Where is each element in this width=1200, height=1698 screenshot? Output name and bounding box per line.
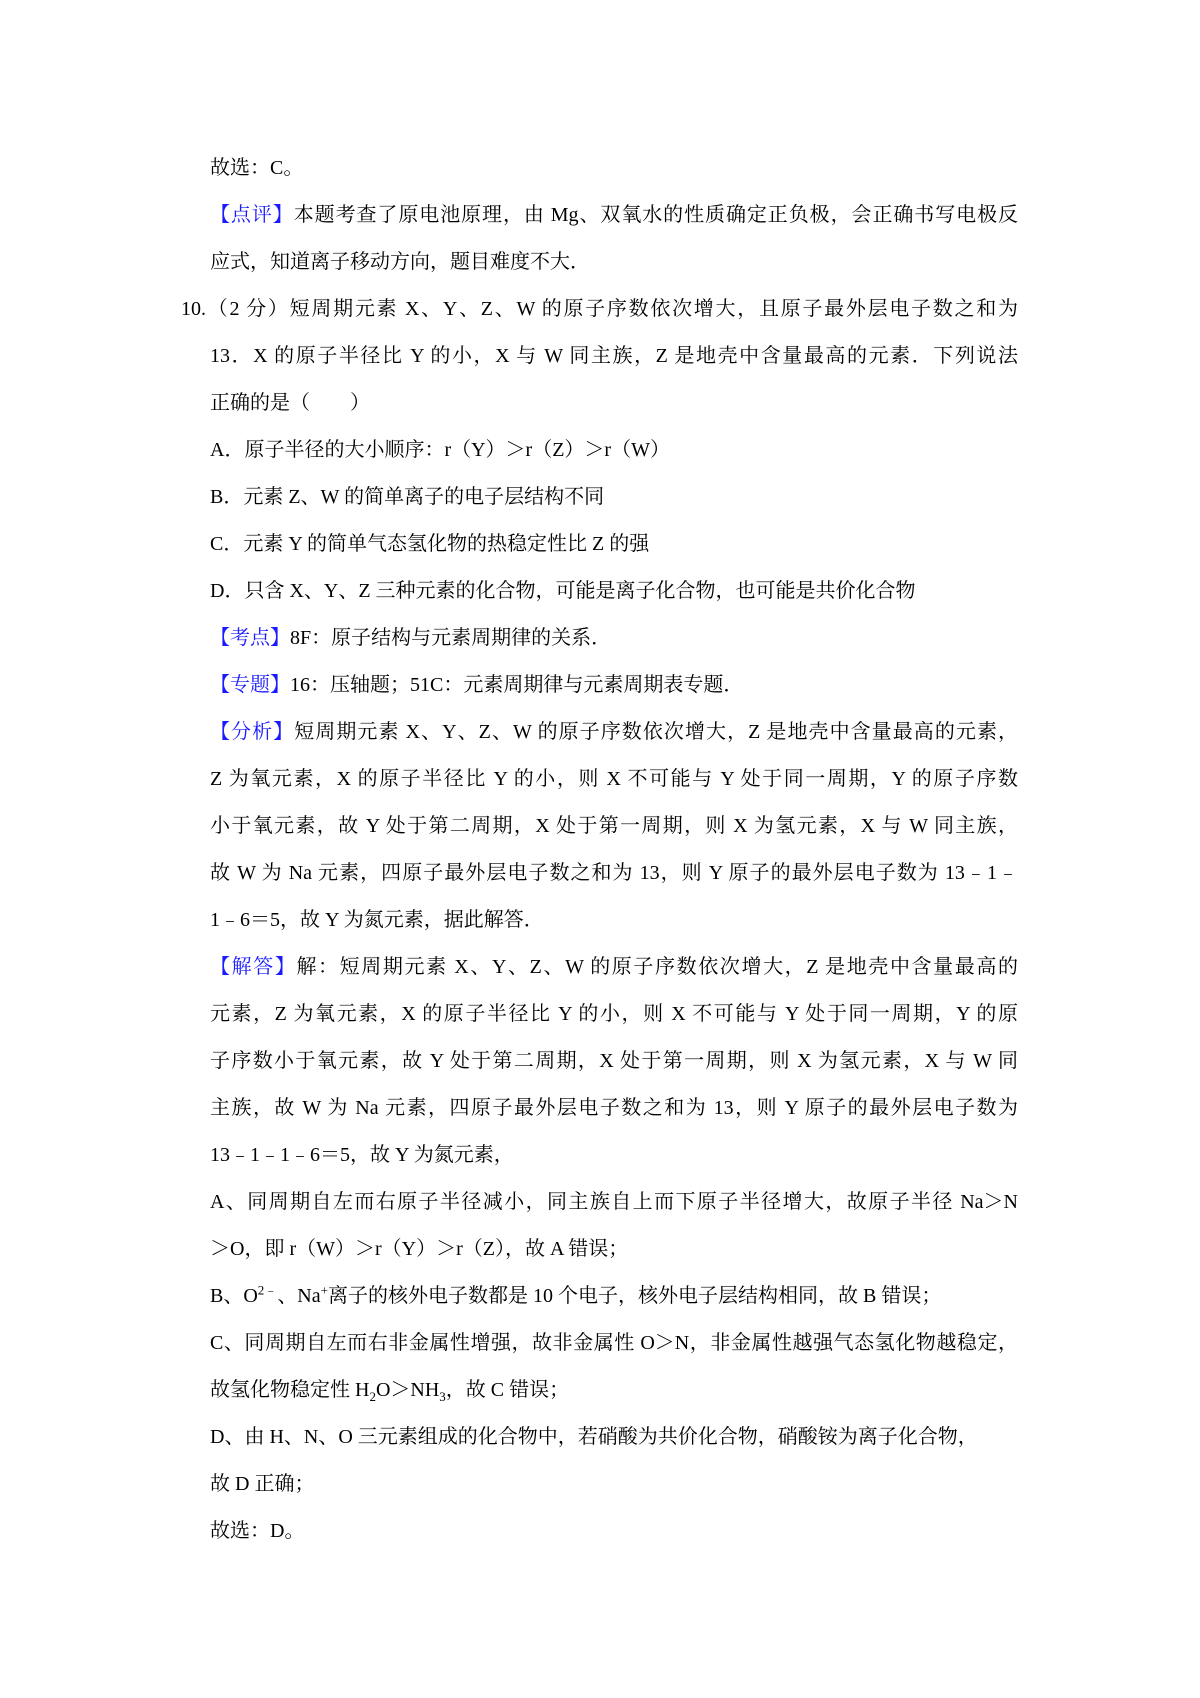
section-label: 【分析】 <box>210 721 295 743</box>
text-segment: ＞O，即 r（W）＞r（Y）＞r（Z），故 A 错误； <box>210 1238 629 1260</box>
section-label: 【专题】 <box>210 674 290 696</box>
text-segment: C、同周期自左而右非金属性增强，故非金属性 O＞N，非金属性越强气态氢化物越稳定， <box>210 1332 1018 1354</box>
text-line <box>210 756 1018 803</box>
text-line <box>210 239 1018 286</box>
text-segment: 13．X 的原子半径比 Y 的小，X 与 W 同主族，Z 是地壳中含量最高的元素．下列说法 <box>210 345 1018 367</box>
text-line <box>210 192 1018 239</box>
text-segment: A．原子半径的大小顺序：r（Y）＞r（Z）＞r（W） <box>210 439 670 461</box>
text-line <box>210 1320 1018 1367</box>
text-line <box>210 944 1018 991</box>
text-line <box>210 615 1018 662</box>
text-line <box>210 333 1018 380</box>
sub-text: 2 <box>369 1389 376 1404</box>
text-segment: A、同周期自左而右原子半径减小，同主族自上而下原子半径增大，故原子半径 Na＞N <box>210 1191 1018 1213</box>
sup-text: + <box>320 1282 328 1298</box>
text-segment: 16：压轴题；51C：元素周期律与元素周期表专题． <box>290 674 744 696</box>
text-line <box>181 286 1018 333</box>
text-segment: D．只含 X、Y、Z 三种元素的化合物，可能是离子化合物，也可能是共价化合物 <box>210 580 916 602</box>
section-label: 【解答】 <box>210 956 297 978</box>
text-segment: 故选：D。 <box>210 1520 305 1542</box>
text-line <box>210 850 1018 897</box>
text-line <box>210 1414 1018 1461</box>
text-segment: 解：短周期元素 X、Y、Z、W 的原子序数依次增大，Z 是地壳中含量最高的 <box>296 956 1018 978</box>
text-line <box>210 521 1018 568</box>
text-segment: 8F：原子结构与元素周期律的关系． <box>290 627 612 649</box>
text-line <box>210 1226 1018 1273</box>
text-segment: 10.（2 分）短周期元素 X、Y、Z、W 的原子序数依次增大，且原子最外层电子数之和为 <box>181 298 1018 320</box>
text-line <box>210 568 1018 615</box>
text-line <box>210 991 1018 1038</box>
text-line <box>210 1085 1018 1132</box>
text-segment: 故 D 正确； <box>210 1473 315 1495</box>
text-segment: 1﹣6＝5，故 Y 为氮元素，据此解答． <box>210 909 544 931</box>
text-segment: 、Na <box>277 1285 321 1307</box>
text-segment: 正确的是（ ） <box>210 392 370 414</box>
section-label: 【考点】 <box>210 627 290 649</box>
document-body <box>181 145 1018 1555</box>
text-segment: ，故 C 错误； <box>445 1379 570 1401</box>
text-line <box>210 1179 1018 1226</box>
text-line <box>210 1132 1018 1179</box>
text-line <box>210 803 1018 850</box>
text-segment: D、由 H、N、O 三元素组成的化合物中，若硝酸为共价化合物，硝酸铵为离子化合物， <box>210 1426 978 1448</box>
text-line <box>210 1273 1018 1320</box>
text-segment: 主族，故 W 为 Na 元素，四原子最外层电子数之和为 13，则 Y 原子的最外层电子数为 <box>210 1097 1018 1119</box>
text-segment: 本题考查了原电池原理，由 Mg、双氧水的性质确定正负极，会正确书写电极反 <box>293 204 1018 226</box>
section-label: 【点评】 <box>210 204 294 226</box>
text-segment: 短周期元素 X、Y、Z、W 的原子序数依次增大，Z 是地壳中含量最高的元素， <box>294 721 1018 743</box>
text-segment: 子序数小于氧元素，故 Y 处于第二周期，X 处于第一周期，则 X 为氢元素，X 与 W 同 <box>210 1050 1018 1072</box>
text-line <box>210 1461 1018 1508</box>
text-segment: B．元素 Z、W 的简单离子的电子层结构不同 <box>210 486 605 508</box>
text-line <box>210 1038 1018 1085</box>
text-segment: C．元素 Y 的简单气态氢化物的热稳定性比 Z 的强 <box>210 533 650 555</box>
text-segment: 故选：C。 <box>210 157 304 179</box>
text-segment: 离子的核外电子数都是 10 个电子，核外电子层结构相同，故 B 错误； <box>327 1285 942 1307</box>
text-segment: 小于氧元素，故 Y 处于第二周期，X 处于第一周期，则 X 为氢元素，X 与 W 同主族， <box>210 815 1018 837</box>
text-segment: Z 为氧元素，X 的原子半径比 Y 的小，则 X 不可能与 Y 处于同一周期，Y 的原子序数 <box>210 768 1018 790</box>
text-segment: 应式，知道离子移动方向，题目难度不大． <box>210 251 590 273</box>
text-segment: 故 W 为 Na 元素，四原子最外层电子数之和为 13，则 Y 原子的最外层电子数为 13﹣1﹣ <box>210 862 1018 884</box>
text-line <box>210 709 1018 756</box>
text-line <box>210 897 1018 944</box>
text-segment: O＞NH <box>375 1379 440 1401</box>
text-segment: 13﹣1﹣1﹣6＝5，故 Y 为氮元素， <box>210 1144 514 1166</box>
text-line <box>210 145 1018 192</box>
text-line <box>210 662 1018 709</box>
text-segment: 元素，Z 为氧元素，X 的原子半径比 Y 的小，则 X 不可能与 Y 处于同一周期，Y 的原 <box>210 1003 1018 1025</box>
text-line <box>210 1508 1018 1555</box>
sub-text: 3 <box>439 1389 446 1404</box>
text-segment: 故氢化物稳定性 H <box>210 1379 370 1401</box>
sup-text: 2﹣ <box>257 1282 278 1298</box>
text-line <box>210 474 1018 521</box>
text-line <box>210 380 1018 427</box>
text-line <box>210 427 1018 474</box>
text-line <box>210 1367 1018 1414</box>
text-segment: B、O <box>210 1285 258 1307</box>
